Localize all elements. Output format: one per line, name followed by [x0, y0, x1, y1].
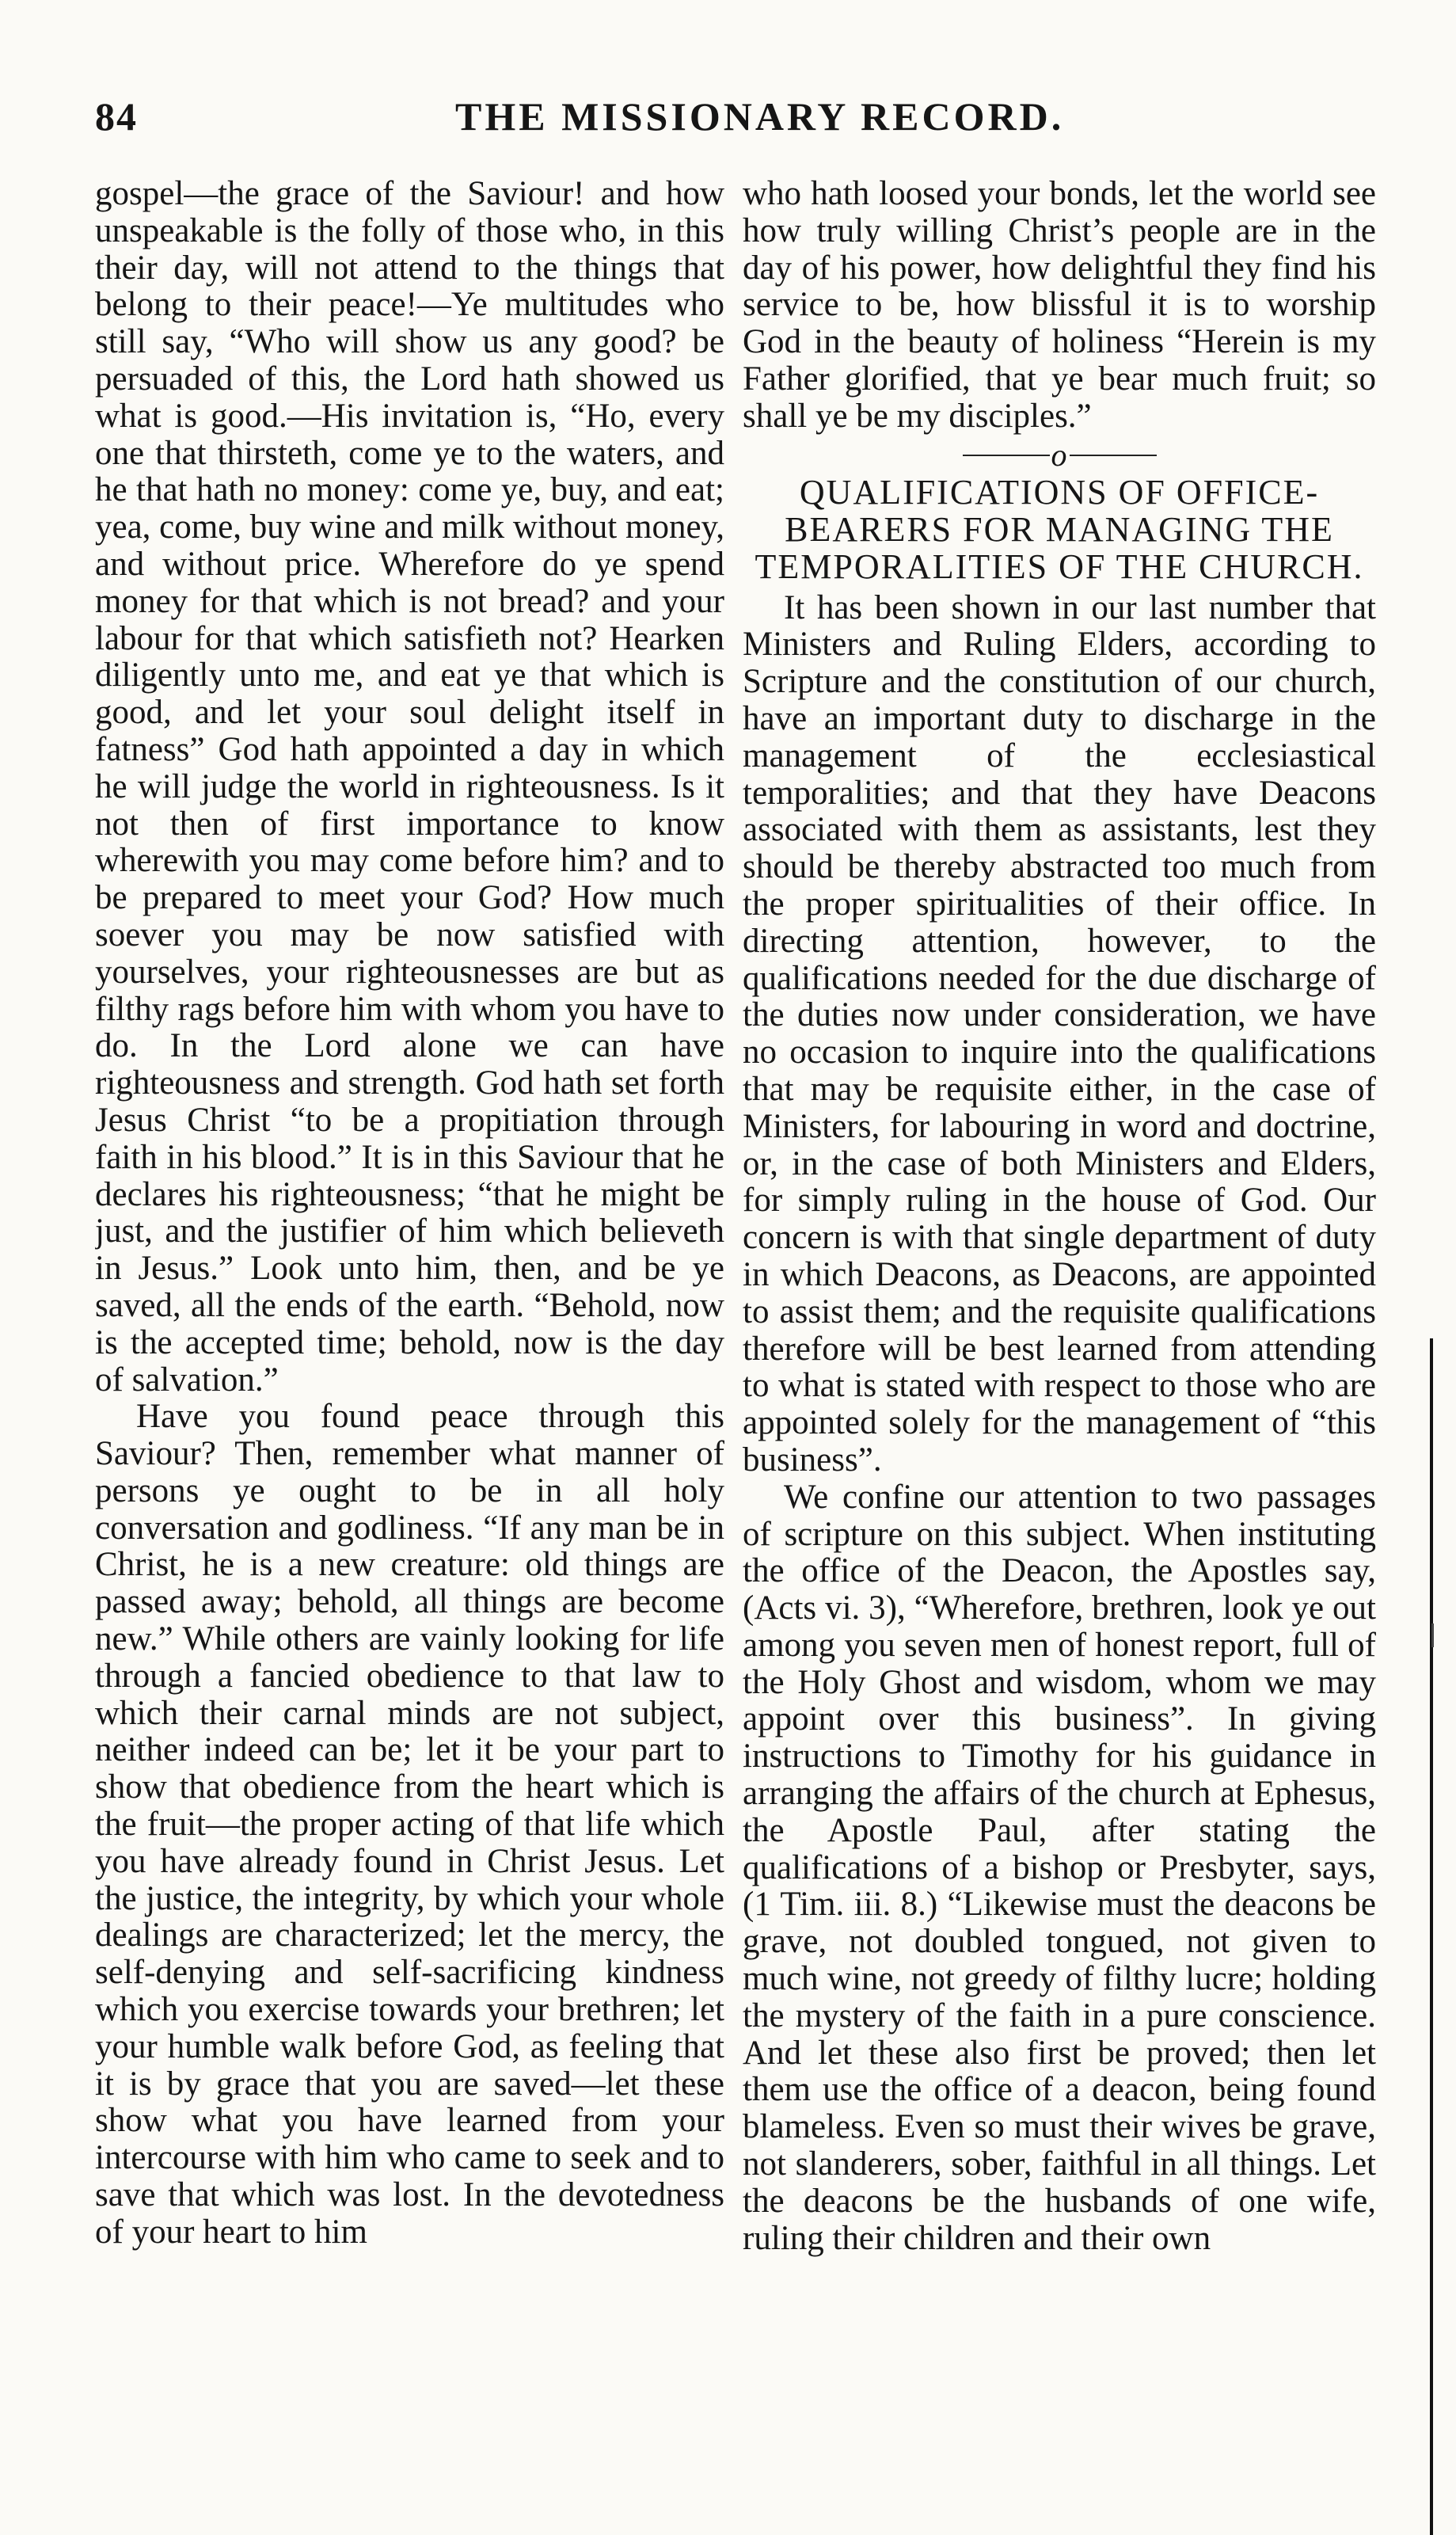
right-paragraph-1: It has been shown in our last number that Ministers and Ruling Elders, according to Scripture and the constitution of our church, have an important duty to discharge in the management of the ecclesiastical temporalities; and that they have Deacons associated with them as assistants, lest they should be thereby abstracted too much from the proper spiritualities of their office. In directing attention, however, to the qualifications needed for the due discharge of the duties now under consideration, we have no occasion to inquire into the qualifications that may be requisite either, in the case of Ministers, for labouring in word and doctrine, or, in the case of both Ministers and Elders, for simply ruling in the house of God. Our concern is with that single department of duty in which Deacons, as Deacons, are appointed to assist them; and the requisite qualifications therefore will be best learned from attending to what is stated with respect to those who are appointed solely for the management of “this business”.: [743, 588, 1376, 1479]
divider-ornament: o: [1051, 437, 1068, 474]
section-divider: [743, 436, 1376, 472]
divider-rule-right: [1070, 455, 1157, 456]
journal-title: THE MISSIONARY RECORD.: [455, 94, 1065, 139]
page-edge-shadow: [1430, 1338, 1433, 2535]
right-lead-paragraph: who hath loosed your bonds, let the world see how truly willing Christ’s people are in the day of his power, how delightful they find his service to be, how blissful it is to worship God in the beauty of holiness “Herein is my Father glorified, that ye bear much fruit; so shall ye be my disciples.”: [743, 176, 1376, 435]
left-paragraph-2: Have you found peace through this Saviour? Then, remember what manner of persons ye ought to be in all holy conversation and godliness. “If any man be in Christ, he is a new creature: old things are passed away; behold, all things are become new.” While others are vainly looking for life through a fancied obedience to that law to which their carnal minds are not subject, neither indeed can be; let it be your part to show that obedience from the heart which is the fruit—the proper acting of that life which you have already found in Christ Jesus. Let the justice, the integrity, by which your whole dealings are characterized; let the mercy, the self-denying and self-sacrificing kindness which you exercise towards your brethren; let your humble walk before God, as feeling that it is by grace that you are saved—let these show what you have learned from your intercourse with him who came to seek and to save that which was lost. In the devotedness of your heart to him: [95, 1398, 724, 2251]
page-edge-speck: [1431, 1623, 1434, 1647]
page-number: 84: [95, 94, 138, 139]
article-heading: QUALIFICATIONS OF OFFICE-BEARERS FOR MANAGING THE TEMPORALITIES OF THE CHURCH.: [755, 472, 1364, 586]
right-paragraph-2: We confine our attention to two passages of scripture on this subject. When instituting the office of the Deacon, the Apostles say, (Acts vi. 3), “Wherefore, brethren, look ye out among you seven men of honest report, full of the Holy Ghost and wisdom, whom we may appoint over this business”. In giving instructions to Timothy for his guidance in arranging the affairs of the church at Ephesus, the Apostle Paul, after stating the qualifications of a bishop or Presbyter, says, (1 Tim. iii. 8.) “Likewise must the deacons be grave, not doubled tongued, not given to much wine, not greedy of filthy lucre; holding the mystery of the faith in a pure conscience. And let these also first be proved; then let them use the office of a deacon, being found blameless. Even so must their wives be grave, not slanderers, sober, faithful in all things. Let the deacons be the husbands of one wife, ruling their children and their own: [743, 1478, 1376, 2257]
left-paragraph-1: gospel—the grace of the Saviour! and how unspeakable is the folly of those who, in this their day, will not attend to the things that belong to their peace!—Ye multitudes who still say, “Who will show us any good? be persuaded of this, the Lord hath showed us what is good.—His invitation is, “Ho, every one that thirsteth, come ye to the waters, and he that hath no money: come ye, buy, and eat; yea, come, buy wine and milk without money, and without price. Wherefore do ye spend money for that which is not bread? and your labour for that which satisfieth not? Hearken diligently unto me, and eat ye that which is good, and let your soul delight itself in fatness” God hath appointed a day in which he will judge the world in righteousness. Is it not then of first importance to know wherewith you may come before him? and to be prepared to meet your God? How much soever you may be now satisfied with yourselves, your righteousnesses are but as filthy rags before him with whom you have to do. In the Lord alone we can have righteousness and strength. God hath set forth Jesus Christ “to be a propitiation through faith in his blood.” It is in this Saviour that he declares his righteousness; “that he might be just, and the justifier of him which believeth in Jesus.” Look unto him, then, and be ye saved, all the ends of the earth. “Behold, now is the accepted time; behold, now is the day of salvation.”: [95, 176, 724, 1399]
left-column: [95, 176, 724, 2500]
running-head: [95, 93, 1378, 149]
divider-rule-left: [963, 455, 1050, 456]
right-column: [743, 176, 1376, 2500]
